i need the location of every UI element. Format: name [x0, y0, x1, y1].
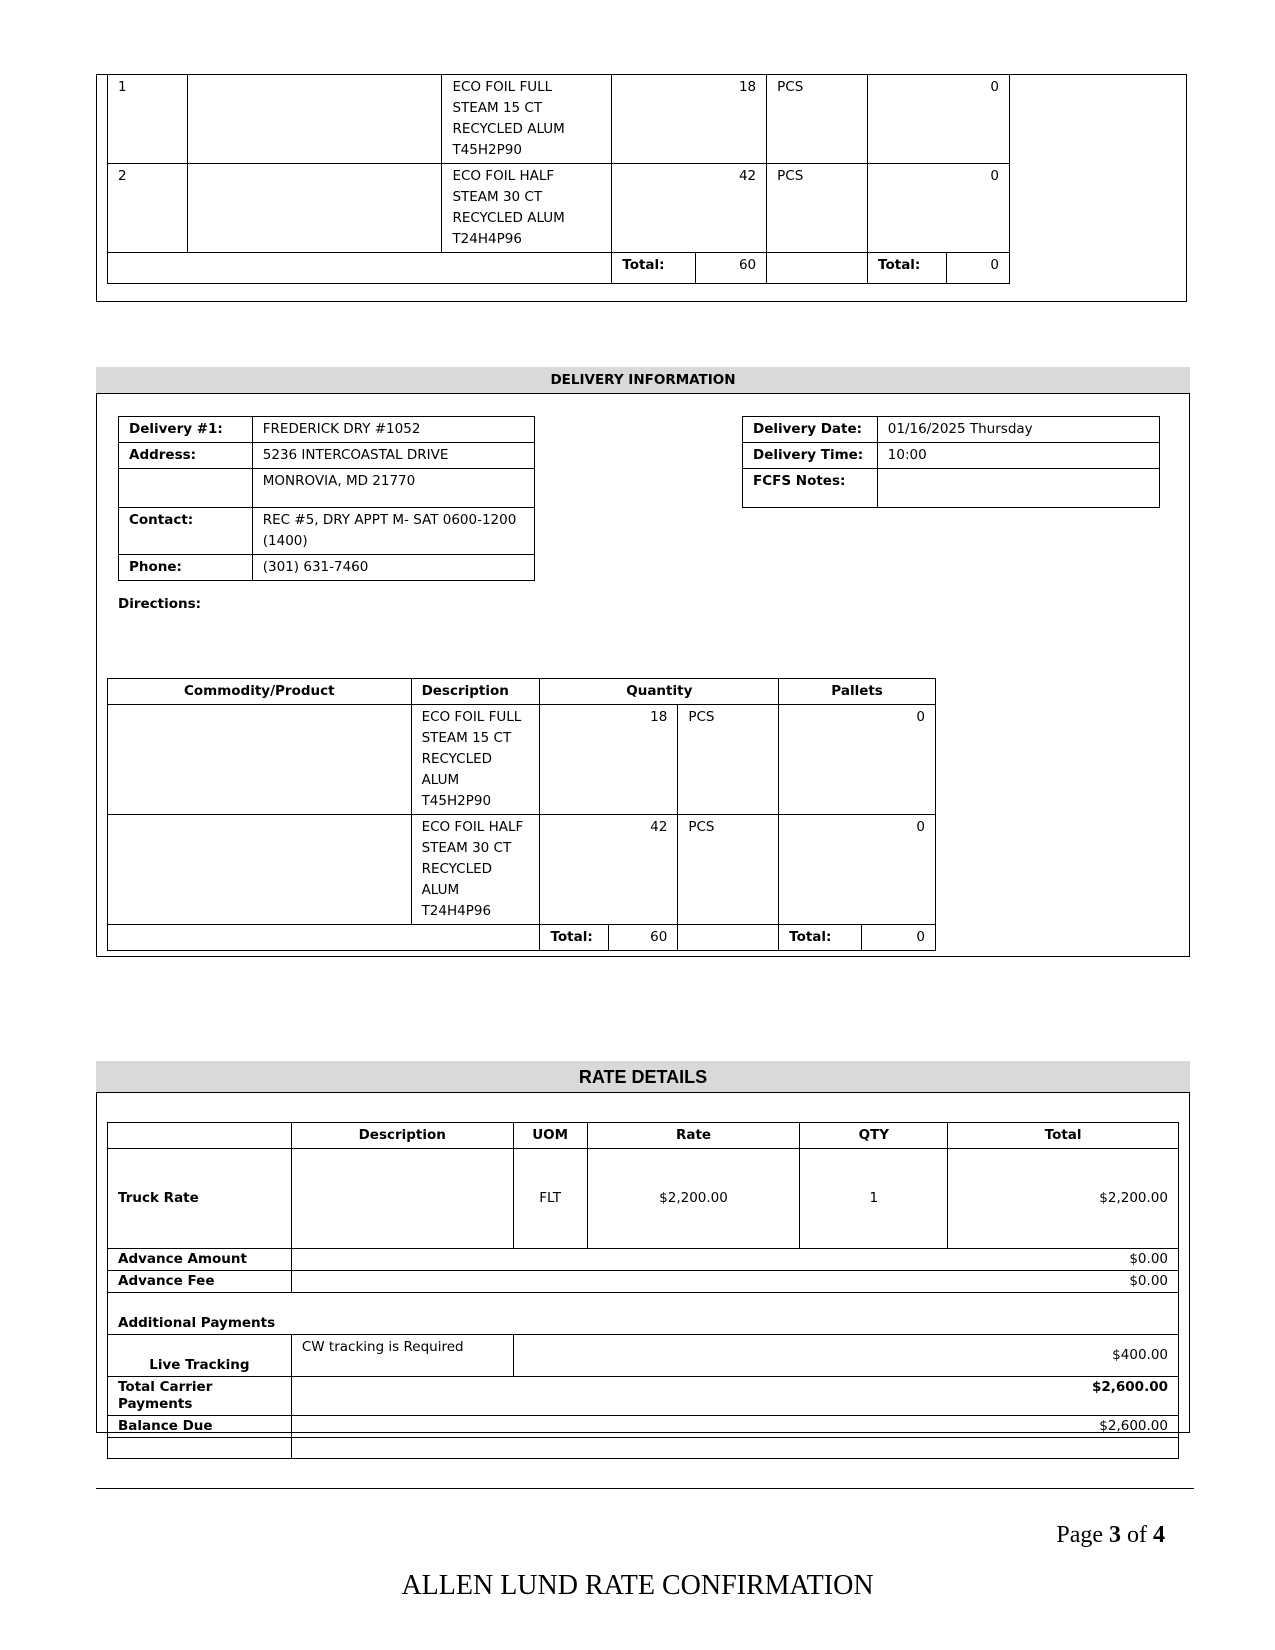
total-label: Total:: [540, 925, 609, 951]
pickup-items-table: [107, 74, 1010, 284]
advance-amount-value: $0.00: [291, 1249, 1178, 1271]
total-pallets-label: Total:: [779, 925, 862, 951]
item-quantity: 18: [612, 75, 767, 164]
item-description: ECO FOIL FULL STEAM 15 CT RECYCLED ALUM T45H2P90: [411, 705, 540, 815]
total-label: Total:: [612, 253, 696, 284]
item-description: ECO FOIL HALF STEAM 30 CT RECYCLED ALUM T24H4P96: [442, 164, 612, 253]
item-uom: PCS: [678, 705, 779, 815]
rate-total-header: Total: [948, 1123, 1179, 1149]
live-tracking-label: Live Tracking: [108, 1335, 292, 1377]
totals-row: [108, 925, 936, 951]
balance-due-value: $2,600.00: [291, 1416, 1178, 1438]
balance-due-label: Balance Due: [108, 1416, 292, 1438]
total-quantity: 60: [609, 925, 678, 951]
advance-amount-label: Advance Amount: [108, 1249, 292, 1271]
fcfs-label: FCFS Notes:: [743, 469, 878, 508]
delivery-time: 10:00: [877, 443, 1159, 469]
item-quantity: 42: [612, 164, 767, 253]
commodity-header: Commodity/Product: [108, 679, 412, 705]
live-tracking-description: CW tracking is Required: [291, 1335, 513, 1377]
total-carrier-label: Total Carrier Payments: [108, 1377, 292, 1416]
item-pallets: 0: [868, 164, 1010, 253]
truck-rate-rate: $2,200.00: [587, 1149, 800, 1249]
truck-rate-total: $2,200.00: [948, 1149, 1179, 1249]
fcfs-value: [877, 469, 1159, 508]
phone-label: Phone:: [119, 555, 253, 581]
address-label: Address:: [119, 443, 253, 469]
commodity: [108, 815, 412, 925]
item-quantity: 42: [540, 815, 678, 925]
total-carrier-value: $2,600.00: [291, 1377, 1178, 1416]
item-uom: PCS: [678, 815, 779, 925]
commodity: [108, 705, 412, 815]
item-pallets: 0: [779, 705, 936, 815]
item-number: 2: [108, 164, 188, 253]
advance-fee-label: Advance Fee: [108, 1271, 292, 1293]
contact-label: Contact:: [119, 508, 253, 555]
item-uom: PCS: [767, 75, 868, 164]
rate-rate-header: Rate: [587, 1123, 800, 1149]
table-row: [108, 164, 1010, 253]
additional-payments-label: Additional Payments: [108, 1293, 1179, 1335]
truck-rate-uom: FLT: [513, 1149, 587, 1249]
address-line-2: MONROVIA, MD 21770: [252, 469, 534, 508]
advance-fee-value: $0.00: [291, 1271, 1178, 1293]
contact-value: REC #5, DRY APPT M- SAT 0600-1200 (1400): [252, 508, 534, 555]
totals-row: [108, 253, 1010, 284]
quantity-header: Quantity: [540, 679, 779, 705]
delivery-items-table: [107, 678, 936, 951]
item-pallets: 0: [779, 815, 936, 925]
page-number: Page 3 of 4: [1056, 1522, 1165, 1548]
item-pallets: 0: [868, 75, 1010, 164]
rate-header: RATE DETAILS: [96, 1061, 1190, 1093]
footer-divider: [96, 1488, 1194, 1489]
phone-value: (301) 631-7460: [252, 555, 534, 581]
delivery-header: DELIVERY INFORMATION: [96, 367, 1190, 394]
item-uom: PCS: [767, 164, 868, 253]
rate-uom-header: UOM: [513, 1123, 587, 1149]
table-row: [108, 705, 936, 815]
item-quantity: 18: [540, 705, 678, 815]
pallets-header: Pallets: [779, 679, 936, 705]
truck-rate-qty: 1: [800, 1149, 948, 1249]
item-description: ECO FOIL FULL STEAM 15 CT RECYCLED ALUM T45H2P90: [442, 75, 612, 164]
total-quantity: 60: [696, 253, 767, 284]
document-title: ALLEN LUND RATE CONFIRMATION: [401, 1570, 874, 1601]
truck-rate-label: Truck Rate: [108, 1149, 292, 1249]
item-description: ECO FOIL HALF STEAM 30 CT RECYCLED ALUM T24H4P96: [411, 815, 540, 925]
truck-rate-row: [108, 1149, 1179, 1249]
table-row: [108, 815, 936, 925]
rate-qty-header: QTY: [800, 1123, 948, 1149]
description-header: Description: [411, 679, 540, 705]
delivery-time-label: Delivery Time:: [743, 443, 878, 469]
total-pallets: 0: [862, 925, 936, 951]
total-pallets-label: Total:: [868, 253, 947, 284]
directions-label: Directions:: [118, 596, 202, 612]
delivery-name: FREDERICK DRY #1052: [252, 417, 534, 443]
truck-rate-description: [291, 1149, 513, 1249]
address-line-1: 5236 INTERCOASTAL DRIVE: [252, 443, 534, 469]
rate-table: [107, 1122, 1179, 1459]
delivery-address-table: [118, 416, 535, 581]
rate-description-header: Description: [291, 1123, 513, 1149]
delivery-date: 01/16/2025 Thursday: [877, 417, 1159, 443]
item-number: 1: [108, 75, 188, 164]
delivery-label: Delivery #1:: [119, 417, 253, 443]
delivery-date-label: Delivery Date:: [743, 417, 878, 443]
delivery-schedule-table: [742, 416, 1160, 508]
total-pallets: 0: [947, 253, 1010, 284]
table-row: [108, 75, 1010, 164]
live-tracking-value: $400.00: [513, 1335, 1178, 1377]
